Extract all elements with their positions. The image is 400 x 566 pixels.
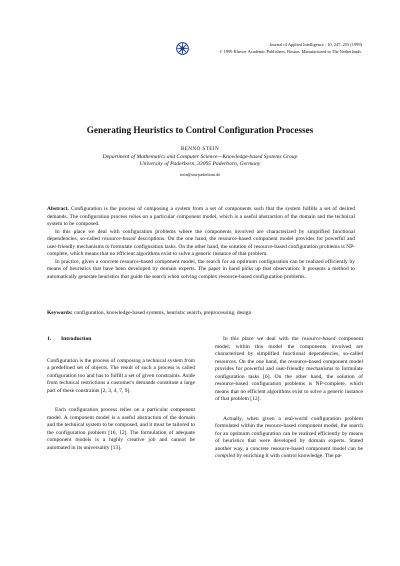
author-name: BENNO STEIN — [180, 146, 220, 152]
emphasis-term: compiled — [215, 453, 236, 459]
abstract-paragraph: In practice, given a concrete resource-based component model, the search for an optimum configuration can be realized efficiently by means of heuristics that have been developed by domain experts. The paper in hand picks up that observation: It presents a method to automatically generate heuristics that guide the search when solving complex resource-based configuration problems. — [47, 258, 355, 280]
affiliation-university: University of Paderborn, 33095 Paderborn, Germany — [139, 161, 261, 167]
body-text: Actually, when given a real-world configuration problem formulated within the resouce-based component model, the search for an optimum configuration can be realized efficiently by means of heuristics that were developed by domain experts. Stated another way, a concrete resource-based component model can be — [215, 415, 363, 452]
body-text: by enriching it with control knowledge. The pa- — [235, 453, 342, 459]
journal-citation: Journal of Applied Intelligence ; 10, 247–255 (1999) — [269, 42, 362, 47]
body-paragraph — [215, 336, 363, 404]
body-paragraph: Each configuration process relies on a particular component model. A component model is a useful abstraction of the domain and the technical system to be composed, and it must be tailored to the configuration problem [16, 12]. The formulation of adequate component models is a highly creative job and cannot be automated in its universality [13]. — [47, 407, 195, 451]
emphasis-term: resource-based — [102, 236, 136, 242]
kluwer-logo-icon — [176, 42, 189, 55]
body-text: component model; within this model the components involved are characterized by simplified functional dependencies, so-called resources. On the one hand, the resource-based component model provides for powerful and user-friendly mechanisms to formulate configuration tasks [6]. On the other hand, the solution of resource-based configuration problems is NP-complete, which means that no efficient algorithms exist to solve a generic instance of that problem [12]. — [215, 336, 363, 402]
abstract-text: In this place we deal with configuration problems where the components involved are characterized by simplified functional dependencies, so-called — [47, 228, 355, 242]
emphasis-term: resource-based — [301, 336, 336, 342]
body-text: In this place we deal with the — [223, 336, 302, 342]
section-number: 1. — [47, 336, 52, 342]
section-title: Introduction — [61, 336, 92, 342]
paper-title: Generating Heuristics to Control Configuration Processes — [86, 125, 314, 135]
author-email: stein@uni-paderborn.de — [179, 172, 221, 177]
section-heading — [47, 336, 195, 344]
abstract — [47, 206, 355, 281]
body-paragraph — [215, 416, 363, 461]
journal-copyright: © 1999 Kluwer Academic Publishers, Boston. Manufactured in The Netherlands. — [219, 49, 362, 54]
keywords-text: configuration, knowledge-based systems, heuristic search, preprocessing, design — [74, 310, 252, 316]
left-column — [47, 336, 195, 459]
affiliation-department: Department of Mathematics and Computer Science—Knowledge-based Systems Group — [102, 154, 298, 160]
abstract-text: descriptions. On the one hand, the resource-based component model provides for powerful and user-friendly mechanisms to formulate configuration tasks. On the other hand, the solution of resource-based configuration problems is NP-complete, which means that no efficient algorithms exist to solve a generic instance of that problem. — [47, 236, 355, 257]
right-column — [215, 336, 363, 468]
body-paragraph: Configuration is the process of composing a technical system from a predefined set of objects. The result of such a process is called configuration too and has to fulfill a set of given constraints. Aside from technical restrictions a customer's demands constitute a large part of these constraints [2, 3, 4, 7, 9]. — [47, 357, 195, 394]
keywords-label: Keywords: — [47, 310, 73, 316]
abstract-paragraph — [47, 206, 355, 229]
abstract-paragraph — [47, 229, 355, 259]
abstract-text: Configuration is the process of composing a system from a set of components such that the system fulfills a set of desired demands. The configuration process relies on a particular component model, which is a useful abstraction of the domain and the technical system to be composed. — [47, 206, 356, 227]
keywords — [47, 310, 355, 318]
abstract-label: Abstract. — [47, 206, 69, 212]
